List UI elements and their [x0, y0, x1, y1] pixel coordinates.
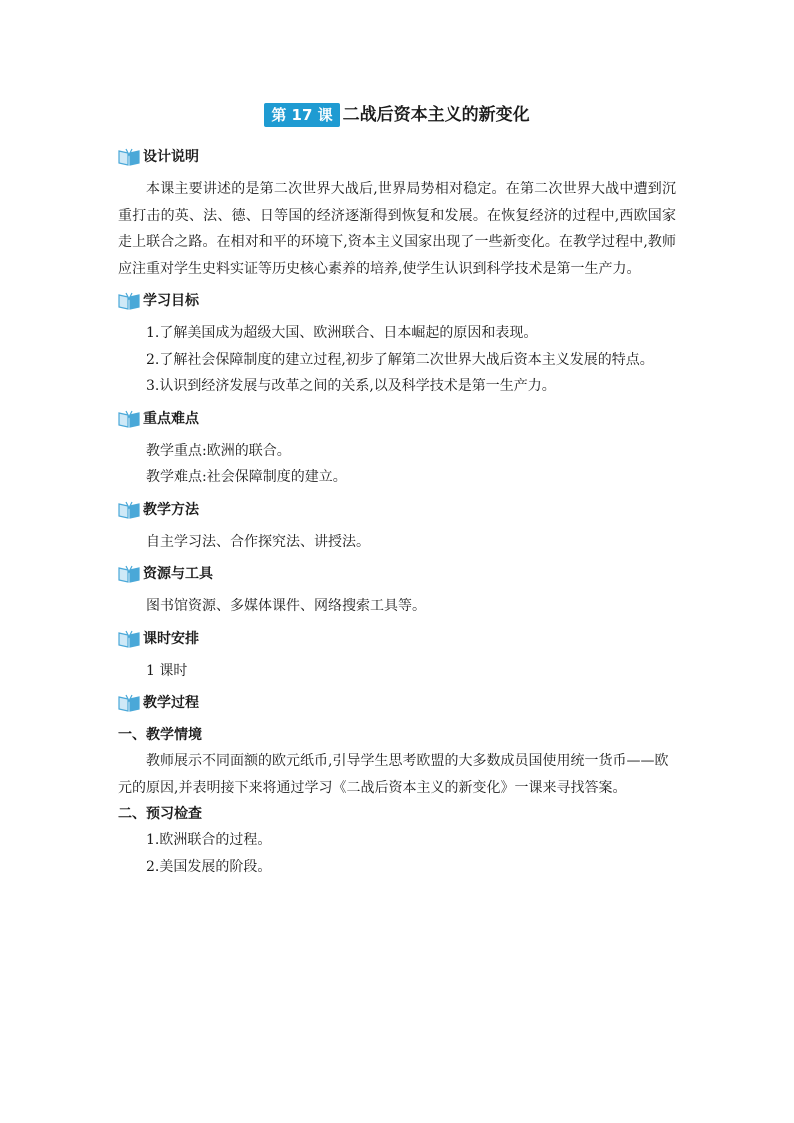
- process-item: 1.欧洲联合的过程。: [146, 832, 272, 848]
- goal-item: 1.了解美国成为超级大国、欧洲联合、日本崛起的原因和表现。: [146, 325, 538, 341]
- open-book-icon: [118, 410, 140, 428]
- lesson-title: 二战后资本主义的新变化: [342, 105, 530, 125]
- section-heading-resources: [118, 563, 676, 585]
- section-heading-design: [118, 146, 676, 168]
- resources-text: 图书馆资源、多媒体课件、网络搜索工具等。: [146, 598, 426, 614]
- section-heading-keypoints: [118, 408, 676, 430]
- process-subheading: 二、预习检查: [118, 806, 202, 822]
- section-label: 设计说明: [143, 149, 199, 165]
- open-book-icon: [118, 148, 140, 166]
- lesson-number-badge: 第 17 课: [264, 103, 339, 127]
- process-item: 2.美国发展的阶段。: [146, 858, 272, 875]
- methods-block: [118, 529, 676, 556]
- goal-item: 3.认识到经济发展与改革之间的关系,以及科学技术是第一生产力。: [146, 378, 556, 394]
- section-heading-methods: [118, 499, 676, 521]
- keypoints-list: [118, 438, 676, 491]
- open-book-icon: [118, 292, 140, 310]
- document-body: [118, 146, 676, 880]
- process-subheading: 一、教学情境: [118, 727, 202, 743]
- section-label: 重点难点: [143, 410, 199, 427]
- process-content: [118, 722, 676, 880]
- section-label: 教学方法: [143, 501, 199, 518]
- open-book-icon: [118, 565, 140, 583]
- process-paragraph: 教师展示不同面额的欧元纸币,引导学生思考欧盟的大多数成员国使用统一货币——欧元的原因,并表明接下来将通过学习《二战后资本主义的新变化》一课来寻找答案。: [118, 753, 669, 796]
- goal-item: 2.了解社会保障制度的建立过程,初步了解第二次世界大战后资本主义发展的特点。: [146, 351, 654, 368]
- section-label: 学习目标: [143, 293, 199, 309]
- section-label: 教学过程: [143, 695, 199, 711]
- open-book-icon: [118, 501, 140, 519]
- keypoint-item: 教学难点:社会保障制度的建立。: [146, 469, 347, 485]
- schedule-block: [118, 658, 676, 685]
- methods-text: 自主学习法、合作探究法、讲授法。: [146, 533, 370, 550]
- resources-block: [118, 593, 676, 620]
- section-heading-process: [118, 692, 676, 714]
- section-label: 资源与工具: [143, 566, 213, 582]
- goals-list: [118, 320, 676, 400]
- open-book-icon: [118, 694, 140, 712]
- schedule-text: 1 课时: [146, 662, 188, 679]
- section-label: 课时安排: [143, 630, 199, 647]
- keypoint-item: 教学重点:欧洲的联合。: [146, 442, 291, 459]
- section-heading-goals: [118, 290, 676, 312]
- design-paragraph: 本课主要讲述的是第二次世界大战后,世界局势相对稳定。在第二次世界大战中遭到沉重打击的英、法、德、日等国的经济逐渐得到恢复和发展。在恢复经济的过程中,西欧国家走上联合之路。在相对和平的环境下,资本主义国家出现了一些新变化。在教学过程中,教师应注重对学生史料实证等历史核心素养的培养,使学生认识到科学技术是第一生产力。: [118, 181, 676, 277]
- lesson-title-row: [0, 103, 794, 127]
- open-book-icon: [118, 630, 140, 648]
- section-heading-schedule: [118, 628, 676, 650]
